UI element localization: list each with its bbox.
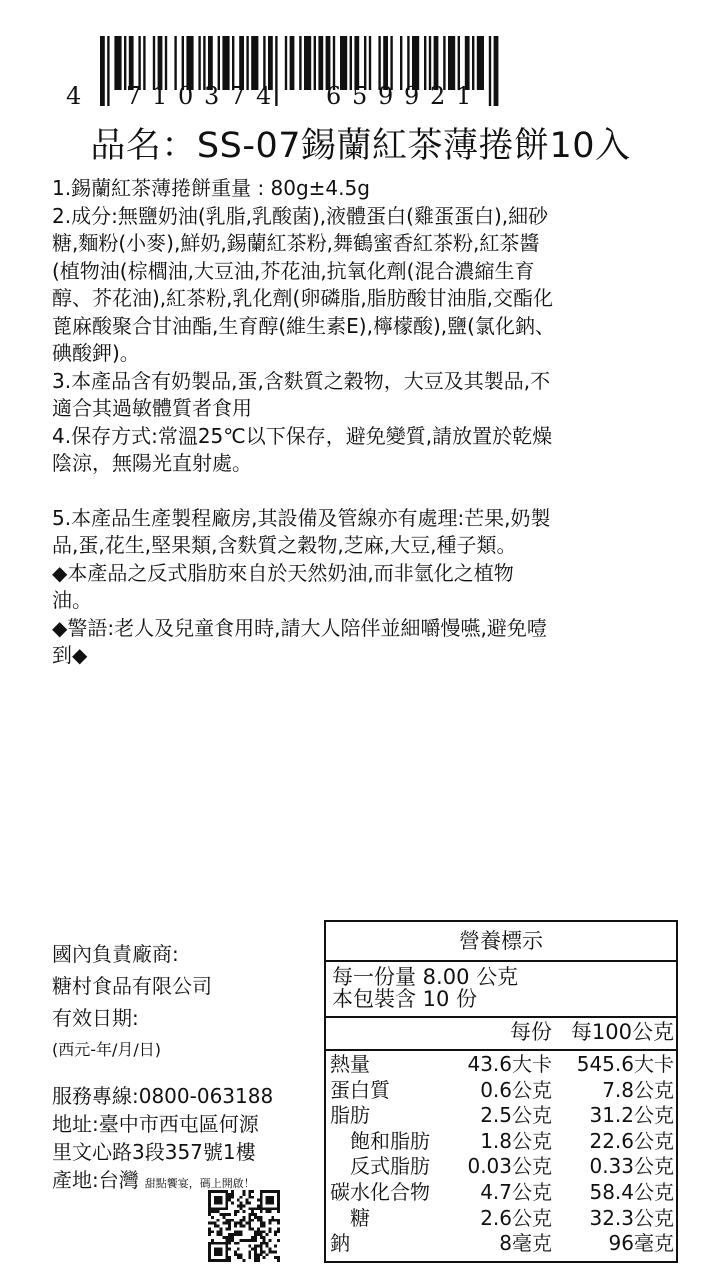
text-line: 糖,麵粉(小麥),鮮奶,錫蘭紅茶粉,舞鶴蜜香紅茶粉,紅茶醬 <box>52 231 540 255</box>
text-line: 5.本產品生產製程廠房,其設備及管線亦有處理:芒果,奶製 <box>52 505 551 530</box>
nutrient-name: 鈉 <box>330 1231 350 1256</box>
barcode-bar <box>198 36 200 90</box>
text-line: (植物油(棕櫚油,大豆油,芥花油,抗氧化劑(混合濃縮生育 <box>52 258 535 283</box>
per-serving-value: 2.5公克 <box>480 1103 552 1128</box>
barcode-digit: 9 <box>378 82 394 106</box>
nutrition-divider <box>326 1049 676 1051</box>
qr-caption: 甜點饗宴，碼上開啟！ <box>144 1177 255 1190</box>
barcode-digit: 3 <box>204 82 220 106</box>
barcode-digit: 9 <box>404 82 420 106</box>
address-line-1: 地址:臺中市西屯區何源 <box>52 1112 259 1136</box>
text-line: 蓖麻酸聚合甘油酯,生育醇(維生素E),檸檬酸),鹽(氯化鈉、 <box>52 313 555 338</box>
per-100g-value: 96毫克 <box>608 1231 674 1256</box>
per-serving-value: 4.7公克 <box>480 1180 552 1204</box>
barcode-bar <box>477 36 484 90</box>
barcode-bar <box>100 36 105 106</box>
per-serving-value: 43.6大卡 <box>467 1052 552 1076</box>
barcode-digit: 6 <box>326 82 342 106</box>
nutrition-title: 營養標示 <box>459 929 543 953</box>
per-serving-value: 8毫克 <box>499 1231 552 1256</box>
per-100g-value: 545.6大卡 <box>576 1052 674 1076</box>
barcode-bar <box>299 36 301 90</box>
barcode-bar <box>448 36 455 90</box>
nutrient-name: 脂肪 <box>330 1103 370 1128</box>
text-line <box>52 478 692 505</box>
nutrient-name: 反式脂肪 <box>330 1154 430 1179</box>
qr-code-icon <box>208 1190 280 1262</box>
text-line: 到◆ <box>52 643 88 667</box>
address-line-2: 里文心路3段357號1樓 <box>52 1140 256 1164</box>
per-100g-value: 22.6公克 <box>589 1128 674 1153</box>
per-100g-value: 31.2公克 <box>589 1103 674 1128</box>
barcode-digit: 4 <box>66 82 82 106</box>
text-line: ◆本產品之反式脂肪來自於天然奶油,而非氫化之植物 <box>52 560 514 585</box>
barcode-bar <box>222 36 229 90</box>
per-100g-value: 58.4公克 <box>589 1180 674 1204</box>
barcode-bar <box>174 36 176 90</box>
nutrient-name: 蛋白質 <box>330 1077 390 1102</box>
barcode-digit: 5 <box>352 82 368 106</box>
expiry-format: (西元-年/月/日) <box>52 1040 162 1059</box>
barcode <box>58 32 503 106</box>
text-line: 3.本產品含有奶製品,蛋,含麩質之穀物，大豆及其製品,不 <box>52 368 551 393</box>
barcode-digit: 0 <box>178 82 194 106</box>
barcode-digit: 1 <box>152 82 168 106</box>
barcode-digits <box>66 82 471 106</box>
barcode-bar <box>114 36 121 90</box>
nutrition-facts-table <box>324 920 678 1263</box>
ingredient-text <box>52 175 692 670</box>
barcode-bar <box>304 36 311 90</box>
col-per-serving: 每份 <box>510 1020 552 1044</box>
barcode-bar <box>290 36 295 90</box>
per-serving-value: 1.8公克 <box>480 1128 552 1153</box>
servings-per-package: 本包裝含 10 份 <box>332 987 478 1011</box>
expiry-label: 有效日期: <box>52 1006 139 1030</box>
barcode-bar <box>246 36 248 90</box>
barcode-bar <box>494 36 499 106</box>
col-per-100g: 每100公克 <box>570 1020 674 1044</box>
text-line: 醇、芥花油),紅茶粉,乳化劑(卵磷脂,脂肪酸甘油脂,交酯化 <box>52 286 554 310</box>
per-serving-value: 0.6公克 <box>480 1077 552 1102</box>
per-100g-value: 0.33公克 <box>589 1154 674 1179</box>
text-line: 4.保存方式:常溫25℃以下保存，避免變質,請放置於乾燥 <box>52 423 553 448</box>
barcode-digit: 7 <box>230 82 246 106</box>
text-line: 2.成分:無鹽奶油(乳脂,乳酸菌),液體蛋白(雞蛋蛋白),細砂 <box>52 203 549 228</box>
nutrition-divider <box>326 960 676 962</box>
barcode-digit: 4 <box>256 82 272 106</box>
barcode-bar <box>107 36 109 106</box>
text-line: 陰涼，無陽光直射處。 <box>52 451 252 475</box>
text-line: ◆警語:老人及兒童食用時,請大人陪伴並細嚼慢嚥,避免噎 <box>52 615 547 640</box>
origin: 產地:台灣 <box>52 1168 139 1192</box>
maker-label: 國內負責廠商: <box>52 942 179 966</box>
service-hotline: 服務專線:0800-063188 <box>52 1084 274 1108</box>
maker-name: 糖村食品有限公司 <box>52 974 212 998</box>
barcode-bar <box>285 36 287 90</box>
text-line: 適合其過敏體質者食用 <box>52 396 252 420</box>
barcode-bar <box>275 36 277 106</box>
barcode-bar <box>143 36 145 90</box>
per-100g-value: 7.8公克 <box>602 1077 674 1102</box>
per-serving-value: 2.6公克 <box>480 1205 552 1230</box>
nutrient-name: 糖 <box>330 1205 370 1230</box>
nutrient-name: 飽和脂肪 <box>330 1128 430 1153</box>
text-line: 碘酸鉀)。 <box>52 341 140 365</box>
nutrient-name: 熱量 <box>330 1052 370 1076</box>
product-title: 品名：SS-07錫蘭紅茶薄捲餅10入 <box>90 126 631 166</box>
nutrition-divider <box>326 1016 676 1018</box>
nutrient-name: 碳水化合物 <box>330 1180 430 1204</box>
barcode-digit: 1 <box>456 82 472 106</box>
barcode-bar <box>369 36 371 90</box>
text-line: 1.錫蘭紅茶薄捲餅重量 : 80g±4.5g <box>52 176 370 200</box>
barcode-bar <box>400 36 402 90</box>
serving-size: 每一份量 8.00 公克 <box>332 965 519 989</box>
barcode-bar <box>314 36 316 90</box>
text-line: 品,蛋,花生,堅果類,含麩質之穀物,芝麻,大豆,種子類。 <box>52 533 517 557</box>
barcode-bar <box>489 36 491 106</box>
barcode-bar <box>472 36 474 90</box>
barcode-digit: 7 <box>126 82 142 106</box>
barcode-bar <box>424 36 426 90</box>
manufacturer-info <box>52 938 322 1200</box>
barcode-digit: 2 <box>430 82 446 106</box>
per-100g-value: 32.3公克 <box>589 1205 674 1230</box>
barcode-bar <box>318 36 323 90</box>
per-serving-value: 0.03公克 <box>467 1154 552 1179</box>
text-line: 油。 <box>52 588 92 612</box>
